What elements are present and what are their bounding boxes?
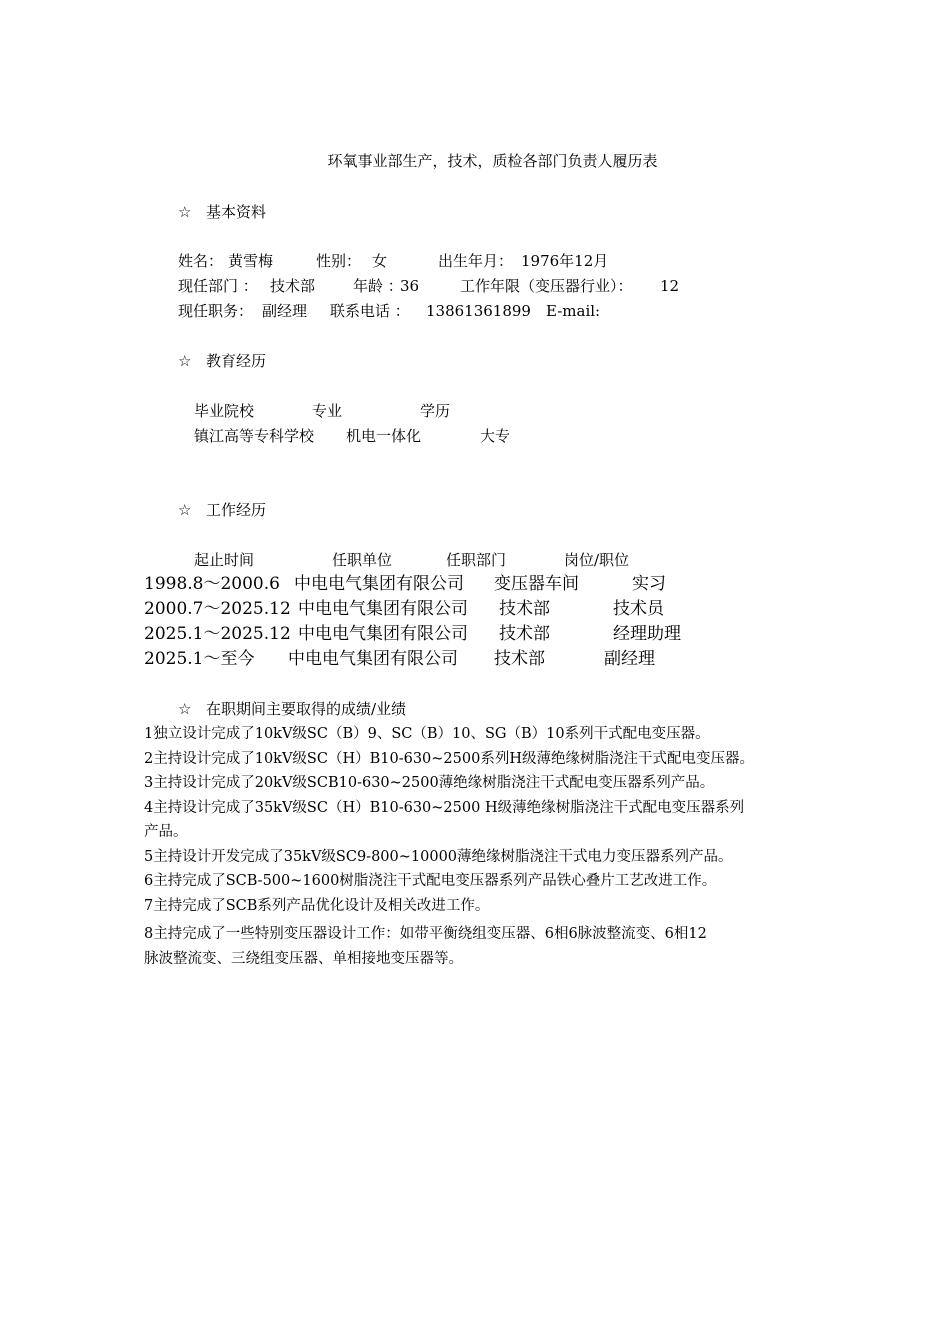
work-dept: 变压器车间: [494, 574, 579, 594]
achievement-line: 8主持完成了一些特别变压器设计工作：如带平衡绕组变压器、6相6脉波整流变、6相12: [144, 926, 707, 942]
achievement-line: 1独立设计完成了10kV级SC（B）9、SC（B）10、SG（B）10系列干式配电变压器。: [144, 726, 710, 742]
position-label: 现任职务：: [178, 302, 254, 320]
work-dept: 技术部: [494, 649, 545, 669]
work-header-dept: 任职部门: [446, 551, 507, 569]
star-icon: ☆: [178, 203, 192, 221]
birth-value: 1976年12月: [521, 252, 609, 270]
education-header-school: 毕业院校: [194, 402, 255, 420]
work-position: 经理助理: [613, 624, 681, 644]
section-heading-work: [178, 500, 266, 520]
section-heading-label: 工作经历: [206, 501, 267, 519]
education-school: 镇江高等专科学校: [194, 427, 315, 445]
work-period: 2025.1～2025.12: [144, 624, 291, 644]
gender-value: 女: [372, 252, 388, 270]
work-period: 2025.1～至今: [144, 649, 255, 669]
education-header-major: 专业: [312, 402, 343, 420]
page-title: 环氧事业部生产，技术，质检各部门负责人履历表: [327, 152, 658, 170]
gender-label: 性别：: [316, 252, 362, 270]
education-degree: 大专: [480, 427, 511, 445]
section-heading-label: 教育经历: [206, 352, 267, 370]
star-icon: ☆: [178, 700, 192, 718]
work-header-company: 任职单位: [332, 551, 393, 569]
dept-value: 技术部: [270, 277, 316, 295]
phone-value: 13861361899: [426, 302, 531, 320]
education-major: 机电一体化: [346, 427, 422, 445]
work-dept: 技术部: [499, 599, 550, 619]
achievement-line: 4主持设计完成了35kV级SC（H）B10-630~2500 H级薄绝缘树脂浇注干式配电变压器系列: [144, 799, 745, 816]
section-heading-basic: [178, 202, 266, 222]
achievement-line: 5主持设计开发完成了35kV级SC9-800~10000薄绝缘树脂浇注干式电力变压器系列产品。: [144, 848, 733, 865]
age-label: 年龄 ：: [353, 277, 403, 295]
work-header-period: 起止时间: [194, 551, 255, 569]
years-label: 工作年限（变压器行业）：: [460, 277, 633, 295]
achievement-line: 7主持完成了SCB系列产品优化设计及相关改进工作。: [144, 897, 490, 914]
section-heading-label: 基本资料: [206, 203, 267, 221]
star-icon: ☆: [178, 501, 192, 519]
work-header-position: 岗位/职位: [564, 551, 630, 569]
work-position: 副经理: [604, 649, 655, 669]
achievement-line: 3主持设计完成了20kV级SCB10-630~2500薄绝缘树脂浇注干式配电变压器系列产品。: [144, 775, 715, 791]
star-icon: ☆: [178, 352, 192, 370]
email-label: E-mail:: [546, 302, 601, 320]
work-company: 中电电气集团有限公司: [294, 574, 464, 594]
achievement-line: 产品。: [144, 824, 188, 840]
dept-label: 现任部门 ：: [178, 277, 258, 295]
age-value: 36: [400, 277, 420, 295]
work-position: 实习: [632, 574, 666, 594]
work-dept: 技术部: [499, 624, 550, 644]
achievement-line: 6主持完成了SCB-500~1600树脂浇注干式配电变压器系列产品铁心叠片工艺改进工作。: [144, 873, 717, 889]
achievement-line: 脉波整流变、三绕组变压器、单相接地变压器等。: [144, 950, 463, 967]
work-position: 技术员: [613, 599, 664, 619]
position-value: 副经理: [262, 302, 308, 320]
name-label: 姓名：: [178, 252, 224, 270]
work-company: 中电电气集团有限公司: [298, 624, 468, 644]
section-heading-education: [178, 351, 266, 371]
education-header-degree: 学历: [420, 402, 451, 420]
phone-label: 联系电话 ：: [330, 302, 410, 320]
work-company: 中电电气集团有限公司: [288, 649, 458, 669]
name-value: 黄雪梅: [228, 252, 274, 270]
section-heading-label: 在职期间主要取得的成绩/业绩: [206, 700, 407, 718]
work-period: 1998.8～2000.6: [144, 574, 280, 594]
achievement-line: 2主持设计完成了10kV级SC（H）B10-630~2500系列H级薄绝缘树脂浇注干式配电变压器。: [144, 750, 754, 767]
years-value: 12: [660, 277, 680, 295]
work-company: 中电电气集团有限公司: [298, 599, 468, 619]
work-period: 2000.7～2025.12: [144, 599, 291, 619]
section-heading-achievements: [178, 699, 406, 719]
birth-label: 出生年月：: [438, 252, 514, 270]
